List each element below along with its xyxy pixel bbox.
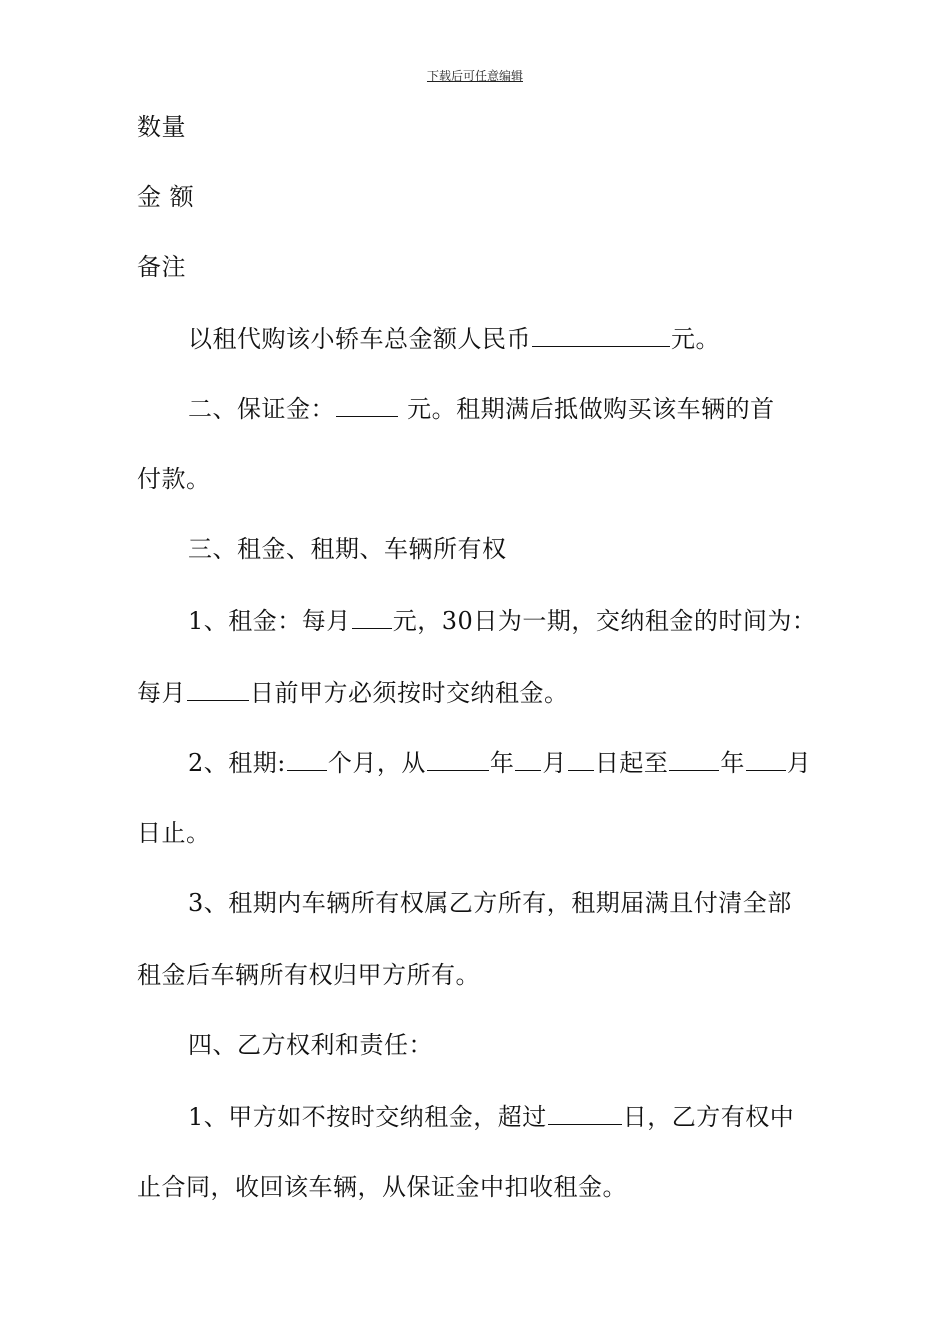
paragraph-ownership-cont: 租金后车辆所有权归甲方所有。	[137, 961, 480, 989]
blank-field	[746, 746, 786, 771]
text: 2、租期:	[188, 749, 286, 777]
paragraph-ownership: 3、租期内车辆所有权属乙方所有，租期届满且付清全部	[188, 889, 792, 917]
blank-field	[532, 322, 670, 347]
label-remark: 备注	[137, 253, 186, 281]
label-amount: 金 额	[137, 183, 195, 211]
text: 日，乙方有权中	[622, 1103, 795, 1131]
paragraph-deposit	[188, 392, 775, 424]
text: 1、甲方如不按时交纳租金，超过	[188, 1103, 547, 1131]
blank-field	[548, 1100, 622, 1125]
text: 元。	[671, 325, 720, 353]
section-3-title: 三、租金、租期、车辆所有权	[188, 535, 507, 563]
paragraph-term-cont: 日止。	[137, 819, 211, 847]
paragraph-rent-cont	[137, 676, 569, 708]
text: 年	[489, 749, 515, 777]
text: 月	[786, 749, 812, 777]
text: 1、租金：每月	[188, 607, 351, 635]
label-quantity: 数量	[137, 113, 186, 141]
text: 月	[542, 749, 567, 777]
text: 日前甲方必须按时交纳租金。	[250, 679, 569, 707]
paragraph-total-amount	[188, 322, 720, 354]
paragraph-duty-cont: 止合同，收回该车辆，从保证金中扣收租金。	[137, 1173, 627, 1201]
text: 元。租期满后抵做购买该车辆的首	[399, 395, 775, 423]
paragraph-duty	[188, 1100, 794, 1132]
text: 二、保证金：	[188, 395, 335, 423]
blank-field	[352, 604, 392, 629]
blank-field	[568, 746, 594, 771]
header-note: 下载后可任意编辑	[426, 69, 523, 83]
blank-field	[336, 392, 398, 417]
text: 以租代购该小轿车总金额人民币	[188, 325, 531, 353]
paragraph-term	[188, 746, 811, 778]
text: 元，30日为一期，交纳租金的时间为：	[392, 607, 817, 635]
blank-field	[187, 676, 249, 701]
blank-field	[669, 746, 719, 771]
text: 年	[720, 749, 745, 777]
text: 个月，从	[327, 749, 426, 777]
blank-field	[427, 746, 489, 771]
text: 每月	[137, 679, 186, 707]
text: 日起至	[594, 749, 669, 777]
blank-field	[515, 746, 541, 771]
paragraph-rent	[188, 604, 816, 636]
section-4-title: 四、乙方权利和责任：	[188, 1031, 433, 1059]
paragraph-deposit-cont: 付款。	[137, 465, 211, 493]
blank-field	[287, 746, 327, 771]
